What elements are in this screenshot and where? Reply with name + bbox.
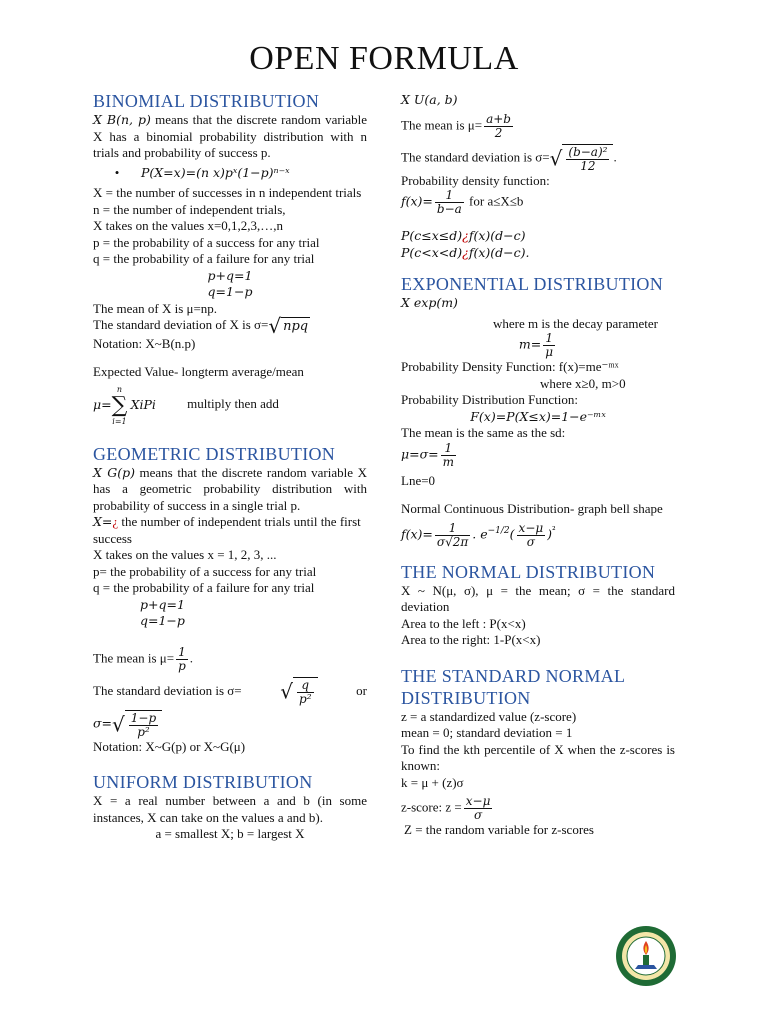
uniform-bounds: a = smallest X; b = largest X — [155, 826, 305, 841]
right-column — [401, 90, 675, 839]
uniform-notation: X U(a, b) — [401, 92, 458, 107]
exponential-cdf: F(x)=P(X≤x)=1−e⁻ᵐˣ — [470, 408, 606, 424]
geometric-intro: X G(p) means that the discrete random variable X has a geometric probability distribution with probability of success in a single trial p. — [93, 464, 367, 513]
geometric-x-def: X=¿ the number of independent trials until the first success — [93, 514, 361, 546]
exponential-where: where m is the decay parameter — [493, 315, 658, 331]
normal-line1: X ~ N(μ, σ), μ = the mean; σ = the standard deviation — [401, 582, 675, 614]
left-column — [93, 90, 367, 843]
page-title: OPEN FORMULA — [249, 40, 519, 77]
normal-right: Area to the right: 1-P(x<x) — [401, 632, 541, 647]
geometric-q-def: q = the probability of a failure for any trial — [93, 580, 315, 595]
standard-z-def: z = a standardized value (z-score) — [401, 708, 577, 724]
expected-sum: μ= n ∑ i=1 XiPi multiply then add — [93, 384, 279, 426]
binomial-notation: Notation: X~B(n.p) — [93, 335, 196, 351]
geometric-sd2: σ=√ $\frac{1-p}{\text{p²}}$ — [93, 710, 367, 739]
expected-value: Expected Value- longterm average/mean — [93, 364, 304, 379]
normal-heading: THE NORMAL DISTRIBUTION — [401, 561, 656, 582]
uniform-heading: UNIFORM DISTRIBUTION — [93, 772, 313, 792]
uniform-text: X = a real number between a and b (in some instances, X can take on the values a and b). — [93, 793, 367, 825]
exponential-pdf-cond: where x≥0, m>0 — [540, 375, 626, 391]
binomial-values: X takes on the values x=0,1,2,3,…,n — [93, 218, 284, 233]
binomial-q-def: q = the probability of a failure for any trial — [93, 251, 315, 266]
binomial-x-def: X = the number of successes in n independent trials — [93, 185, 362, 200]
exponential-pdf: Probability Density Function: f(x)=me⁻ᵐˣ — [401, 359, 619, 374]
geometric-sd: The standard deviation is σ= √ $\frac{q}{\text{p²}}$ or — [93, 677, 367, 706]
standard-zscore: z-score: z = $\frac{x-\mu}{\sigma}$ — [401, 794, 491, 822]
uniform-pdf-label: Probability density function: — [401, 172, 550, 188]
exponential-lne: Lne=0 — [401, 472, 436, 488]
binomial-mean: The mean of X is μ=np. — [93, 300, 218, 316]
uniform-mean: The mean is μ= $\frac{a+b}{2}$ — [401, 111, 511, 140]
exponential-m: m= $\frac{1}{\mu}$ — [518, 331, 554, 359]
uniform-prob1: P(c≤x≤d)¿f(x)(d−c) — [401, 228, 526, 243]
normal-continuous: Normal Continuous Distribution- graph bell shape — [401, 501, 663, 516]
university-seal-logo — [615, 925, 677, 987]
exponential-mu-sigma: μ=σ= $\frac{1}{m}$ — [401, 440, 454, 469]
standard-kth: To find the kth percentile of X when the z-scores is known: — [401, 741, 675, 773]
geometric-values: X takes on the values x = 1, 2, 3, ... — [93, 547, 277, 562]
geometric-mean: The mean is μ= $\frac{1}{p}$ . — [93, 644, 194, 673]
geometric-eq1: p+q=1 — [140, 596, 185, 612]
binomial-pmf: • P(X=x)=(n x)pˣ(1−p)ⁿ⁻ˣ — [114, 164, 290, 180]
uniform-prob2: P(c<x<d)¿f(x)(d−c). — [401, 244, 530, 260]
binomial-heading: BINOMIAL DISTRIBUTION — [93, 91, 320, 111]
standard-k: k = μ + (z)σ — [401, 774, 464, 790]
uniform-sd: The standard deviation is σ=√ $\frac{\text{(b−a)²}}{12}$ . — [401, 144, 617, 173]
binomial-n-def: n = the number of independent trials, — [93, 201, 286, 217]
geometric-notation: Notation: X~G(p) or X~G(μ) — [93, 738, 246, 754]
binomial-p-def: p = the probability of a success for any trial — [93, 234, 320, 250]
geometric-p-def: p= the probability of a success for any trial — [93, 563, 317, 579]
exponential-heading: EXPONENTIAL DISTRIBUTION — [401, 274, 664, 294]
standard-mean-sd: mean = 0; standard deviation = 1 — [401, 725, 573, 740]
normal-left: Area to the left : P(x<x) — [401, 615, 526, 631]
exponential-cdf-label: Probability Distribution Function: — [401, 392, 578, 407]
binomial-eq1: p+q=1 — [207, 267, 253, 283]
exponential-mean-sd: The mean is the same as the sd: — [401, 425, 566, 440]
standard-heading: THE STANDARD NORMAL DISTRIBUTION — [401, 665, 625, 708]
binomial-eq2: q=1−p — [207, 284, 253, 299]
standard-z-var: Z = the random variable for z-scores — [404, 822, 594, 837]
geometric-eq2: q=1−p — [140, 613, 185, 628]
uniform-pdf: f(x)= $\frac{1}{b-a}$ for a≤X≤b — [401, 188, 524, 216]
geometric-heading: GEOMETRIC DISTRIBUTION — [93, 443, 336, 464]
normal-pdf: f(x)= $\frac{1}{\sigma√2\pi}$ . $e^{-1/2}$( $\frac{x-\mu}{\sigma}$ )$^{^2}$ — [401, 520, 556, 549]
exponential-notation: X exp(m) — [401, 295, 458, 310]
binomial-intro: X B(n, p) means that the discrete random variable X has a binomial probability distribution with n trials and probability of success p. — [93, 112, 367, 160]
binomial-sd: The standard deviation of X is σ=√ npq — [93, 314, 309, 338]
